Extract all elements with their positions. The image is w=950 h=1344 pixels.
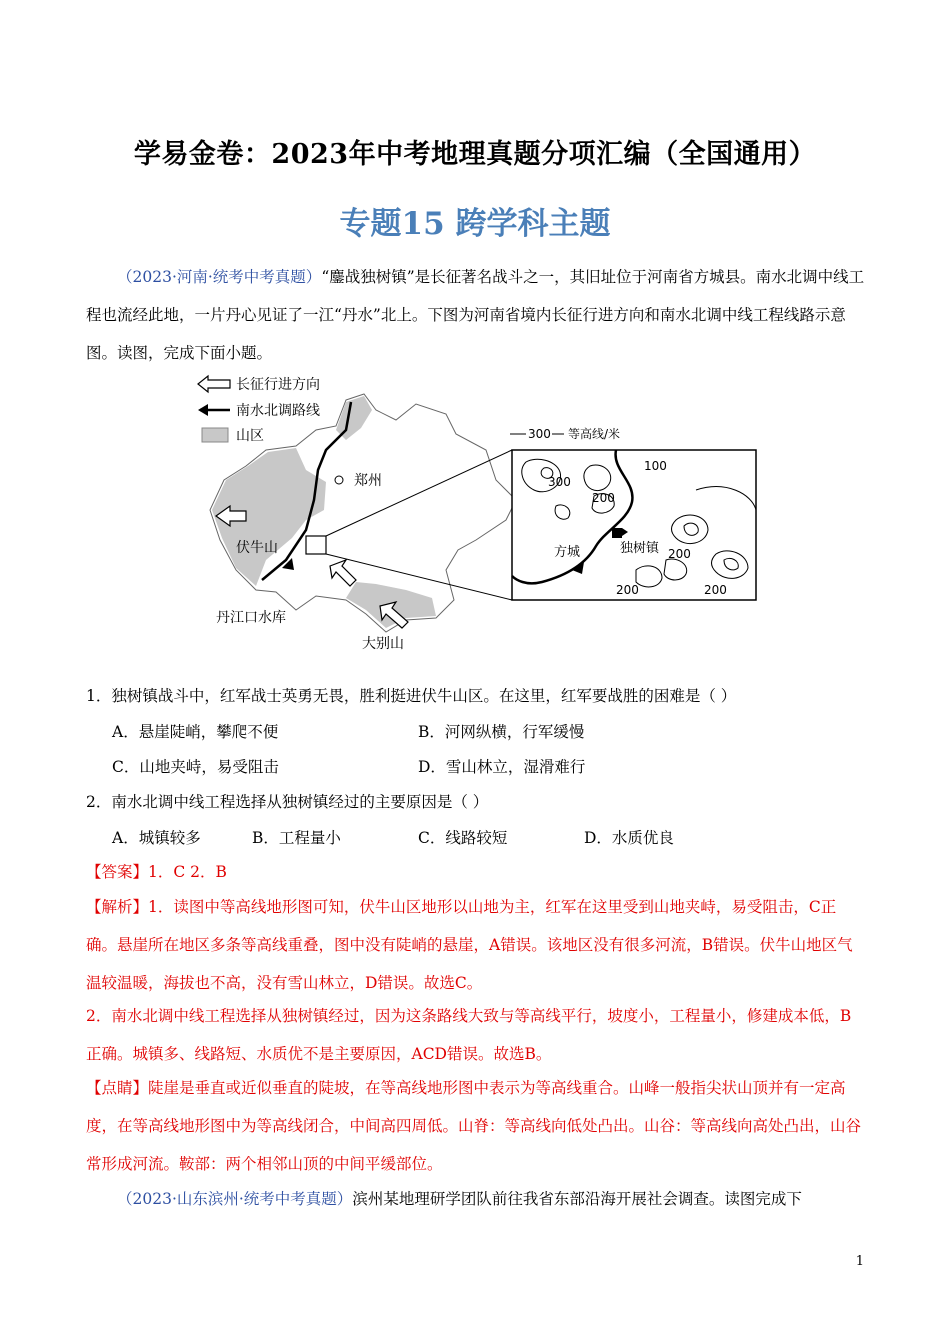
contour-200-b: 200	[668, 547, 691, 561]
page-title: 学易金卷：2023年中考地理真题分项汇编（全国通用）	[133, 139, 817, 170]
contour-200-d: 200	[704, 583, 727, 597]
page-number: 1	[855, 1254, 864, 1269]
contour-200-a: 200	[592, 491, 615, 505]
answer-line: 【答案】1．C 2．B	[86, 863, 227, 881]
analysis-1: 【解析】1．读图中等高线地形图可知，伏牛山区地形以山地为主，红军在这里受到山地夹峙，易受阻击，C正确。悬崖所在地区多条等高线重叠，图中没有陡峭的悬崖，A错误。该地区没有很多河流，B错误。伏牛山地区气温较温暖，海拔也不高，没有雪山林立，D错误。故选C。	[86, 898, 853, 992]
q2-option-b: B．工程量小	[252, 829, 341, 847]
q1-option-a: A．悬崖陡峭，攀爬不便	[112, 723, 279, 741]
question-1-stem: 1．独树镇战斗中，红军战士英勇无畏，胜利挺进伏牛山区。在这里，红军要战胜的困难是（ ）	[86, 687, 737, 705]
next-source-tag: （2023·山东滨州·统考中考真题）	[117, 1190, 353, 1208]
zhengzhou-marker-icon	[335, 476, 343, 484]
label-zhengzhou: 郑州	[354, 473, 382, 489]
map-legend	[198, 376, 320, 444]
contour-300: 300	[548, 475, 571, 489]
legend-water-route: 南水北调路线	[236, 403, 320, 419]
legend-mountain: 山区	[236, 428, 264, 444]
water-route-icon	[198, 404, 208, 416]
source-tag: （2023·河南·统考中考真题）	[117, 268, 322, 286]
label-funiushan: 伏牛山	[236, 540, 278, 556]
long-march-arrow-icon	[198, 376, 230, 392]
next-question-intro	[86, 1180, 866, 1218]
q1-option-b: B．河网纵横，行军缓慢	[418, 723, 585, 741]
label-danjiangkou: 丹江口水库	[216, 610, 286, 626]
intro-paragraph	[86, 258, 866, 372]
dushuzhen-marker-icon	[612, 528, 622, 538]
contour-100: 100	[644, 459, 667, 473]
henan-map-figure	[196, 370, 762, 660]
analysis-tip: 【点睛】陡崖是垂直或近似垂直的陡坡，在等高线地形图中表示为等高线重合。山峰一般指尖状山顶并有一定高度，在等高线地形图中为等高线闭合，中间高四周低。山脊：等高线向低处凸出。山谷：等高线向高处凸出，山谷常形成河流。鞍部：两个相邻山顶的中间平缓部位。	[86, 1079, 862, 1173]
inset-legend-text: 等高线/米	[568, 427, 621, 441]
q2-option-a: A．城镇较多	[112, 829, 201, 847]
legend-long-march: 长征行进方向	[236, 377, 320, 393]
label-fangcheng: 方城	[554, 545, 581, 560]
topic-title: 专题15 跨学科主题	[339, 206, 611, 242]
q2-option-c: C．线路较短	[418, 829, 508, 847]
inset-legend-value: 300	[528, 427, 551, 441]
q2-option-d: D．水质优良	[584, 829, 674, 847]
q1-option-d: D．雪山林立，湿滑难行	[418, 758, 586, 776]
inset-contour-map	[510, 426, 756, 600]
question-2-stem: 2．南水北调中线工程选择从独树镇经过的主要原因是（ ）	[86, 793, 489, 811]
intro-text: “鏖战独树镇”是长征著名战斗之一，其旧址位于河南省方城县。南水北调中线工程也流经此地，一片丹心见证了一江“丹水”北上。下图为河南省境内长征行进方向和南水北调中线工程线路示意图。读图，完成下面小题。	[86, 268, 865, 362]
next-intro-text: 滨州某地理研学团队前往我省东部沿海开展社会调查。读图完成下	[352, 1190, 802, 1208]
mountain-area-icon	[202, 428, 228, 442]
analysis-2: 2．南水北调中线工程选择从独树镇经过，因为这条路线大致与等高线平行，坡度小，工程量小，修建成本低，B正确。城镇多、线路短、水质优不是主要原因，ACD错误。故选B。	[86, 1007, 852, 1063]
contour-200-c: 200	[616, 583, 639, 597]
q1-option-c: C．山地夹峙，易受阻击	[112, 758, 279, 776]
label-dushuzhen: 独树镇	[620, 541, 660, 556]
label-dabieshan: 大别山	[362, 636, 404, 652]
inset-frame	[512, 450, 756, 600]
